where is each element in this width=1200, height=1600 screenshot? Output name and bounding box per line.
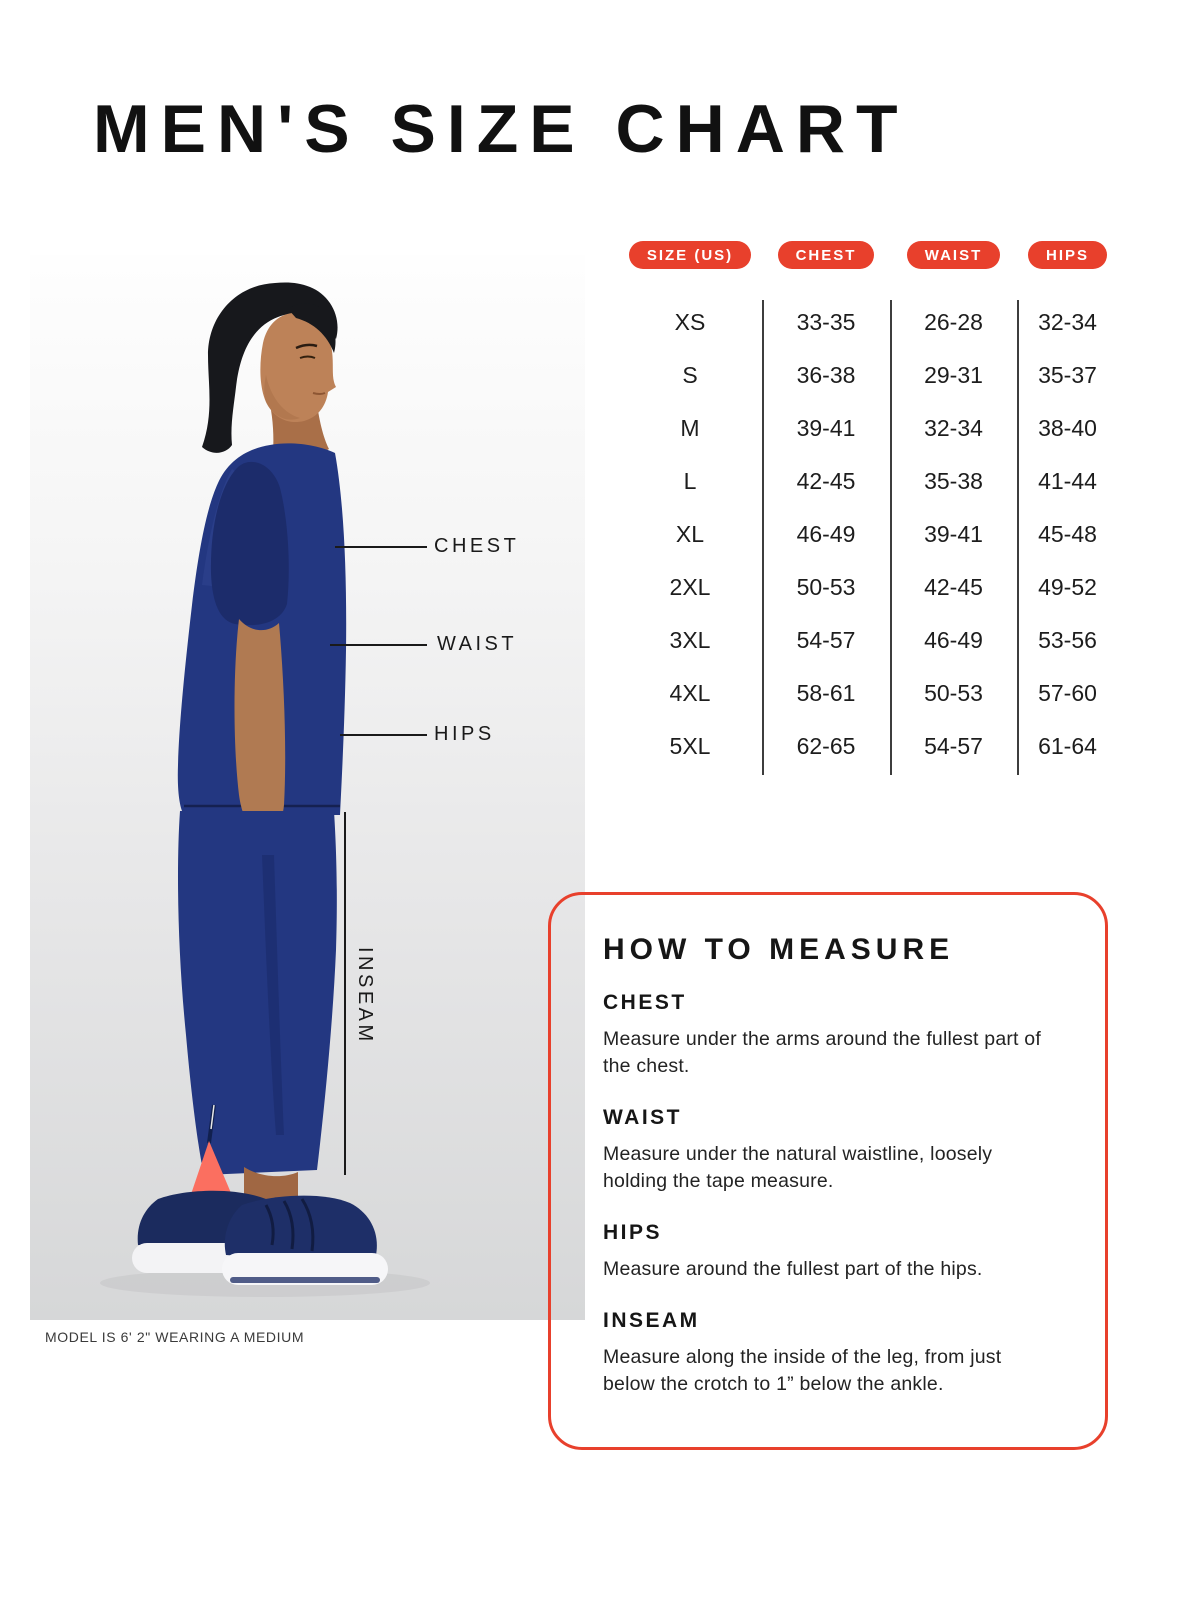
waist-label: WAIST <box>437 633 518 655</box>
hips-cell: 32-34 <box>1038 309 1097 335</box>
hips-cell: 45-48 <box>1038 521 1097 547</box>
size-cell: XL <box>675 521 705 547</box>
column-header-waist: WAIST <box>907 241 1001 269</box>
hips-cell: 61-64 <box>1038 733 1097 759</box>
size-cell: 2XL <box>669 574 711 600</box>
chest-cell: 58-61 <box>796 680 856 706</box>
chest-cell: 54-57 <box>796 627 856 653</box>
hips-pointer-line <box>340 734 427 736</box>
size-table-body <box>618 296 1118 773</box>
table-row <box>618 561 1118 614</box>
size-cell: 5XL <box>669 733 711 759</box>
inseam-pointer-line <box>344 812 346 1175</box>
table-row <box>618 402 1118 455</box>
waist-cell: 50-53 <box>924 680 983 706</box>
waist-cell: 42-45 <box>924 574 983 600</box>
chest-cell: 62-65 <box>796 733 856 759</box>
hips-cell: 35-37 <box>1038 362 1097 388</box>
waist-cell: 32-34 <box>924 415 983 441</box>
chest-pointer-line <box>335 546 427 548</box>
waist-cell: 39-41 <box>924 521 983 547</box>
table-row <box>618 508 1118 561</box>
measure-heading-waist: WAIST <box>603 1106 682 1129</box>
hips-cell: 38-40 <box>1038 415 1097 441</box>
table-row <box>618 349 1118 402</box>
chest-cell: 33-35 <box>796 309 856 335</box>
column-header-size: SIZE (US) <box>629 241 751 269</box>
measure-text-chest: Measure under the arms around the fullest part of the chest. <box>603 1028 1041 1077</box>
model-mouth <box>313 393 325 394</box>
table-row <box>618 720 1118 773</box>
table-row <box>618 296 1118 349</box>
hips-cell: 49-52 <box>1038 574 1097 600</box>
model-caption: MODEL IS 6' 2" WEARING A MEDIUM <box>45 1329 305 1345</box>
waist-cell: 46-49 <box>924 627 983 653</box>
size-cell: 3XL <box>669 627 711 653</box>
measure-heading-hips: HIPS <box>603 1221 663 1244</box>
waist-cell: 29-31 <box>924 362 983 388</box>
waist-cell: 26-28 <box>924 309 983 335</box>
waist-pointer-line <box>330 644 427 646</box>
size-cell: XS <box>674 309 706 335</box>
hips-cell: 57-60 <box>1038 680 1097 706</box>
table-row <box>618 614 1118 667</box>
hips-label: HIPS <box>434 723 495 745</box>
hips-cell: 53-56 <box>1038 627 1097 653</box>
chest-cell: 42-45 <box>796 468 856 494</box>
measure-text-hips: Measure around the fullest part of the hips. <box>603 1258 983 1280</box>
model-illustration <box>30 255 585 1320</box>
column-header-hips: HIPS <box>1028 241 1107 269</box>
size-table <box>618 240 1118 780</box>
measure-heading-inseam: INSEAM <box>603 1309 700 1332</box>
how-to-measure-title: HOW TO MEASURE <box>603 933 955 966</box>
chest-label: CHEST <box>434 535 520 557</box>
measure-section-hips <box>603 1221 1069 1283</box>
measure-section-inseam <box>603 1309 1069 1398</box>
measure-text-inseam: Measure along the inside of the leg, from just below the crotch to 1” below the ankle. <box>603 1346 1002 1395</box>
front-shoe-upper <box>225 1196 377 1261</box>
inseam-label: INSEAM <box>354 947 376 1045</box>
size-cell: L <box>683 468 697 494</box>
front-shoe-outsole <box>230 1277 380 1283</box>
table-row <box>618 455 1118 508</box>
size-table-header <box>618 240 1118 270</box>
column-header-chest: CHEST <box>778 241 875 269</box>
scrub-pants <box>178 811 337 1175</box>
chest-cell: 39-41 <box>796 415 856 441</box>
measure-text-waist: Measure under the natural waistline, loosely holding the tape measure. <box>603 1143 993 1192</box>
waist-cell: 54-57 <box>924 733 983 759</box>
measure-heading-chest: CHEST <box>603 991 687 1014</box>
size-cell: 4XL <box>669 680 711 706</box>
measure-section-chest <box>603 991 1069 1080</box>
table-row <box>618 667 1118 720</box>
chest-cell: 36-38 <box>796 362 856 388</box>
size-cell: M <box>680 415 700 441</box>
model-photo <box>30 255 585 1320</box>
measure-section-waist <box>603 1106 1069 1195</box>
waist-cell: 35-38 <box>924 468 983 494</box>
page-title: MEN'S SIZE CHART <box>93 91 909 167</box>
chest-cell: 50-53 <box>796 574 856 600</box>
chest-cell: 46-49 <box>796 521 856 547</box>
model-forearm <box>235 619 286 833</box>
how-to-measure-box <box>548 892 1108 1450</box>
size-cell: S <box>682 362 698 388</box>
hips-cell: 41-44 <box>1038 468 1097 494</box>
